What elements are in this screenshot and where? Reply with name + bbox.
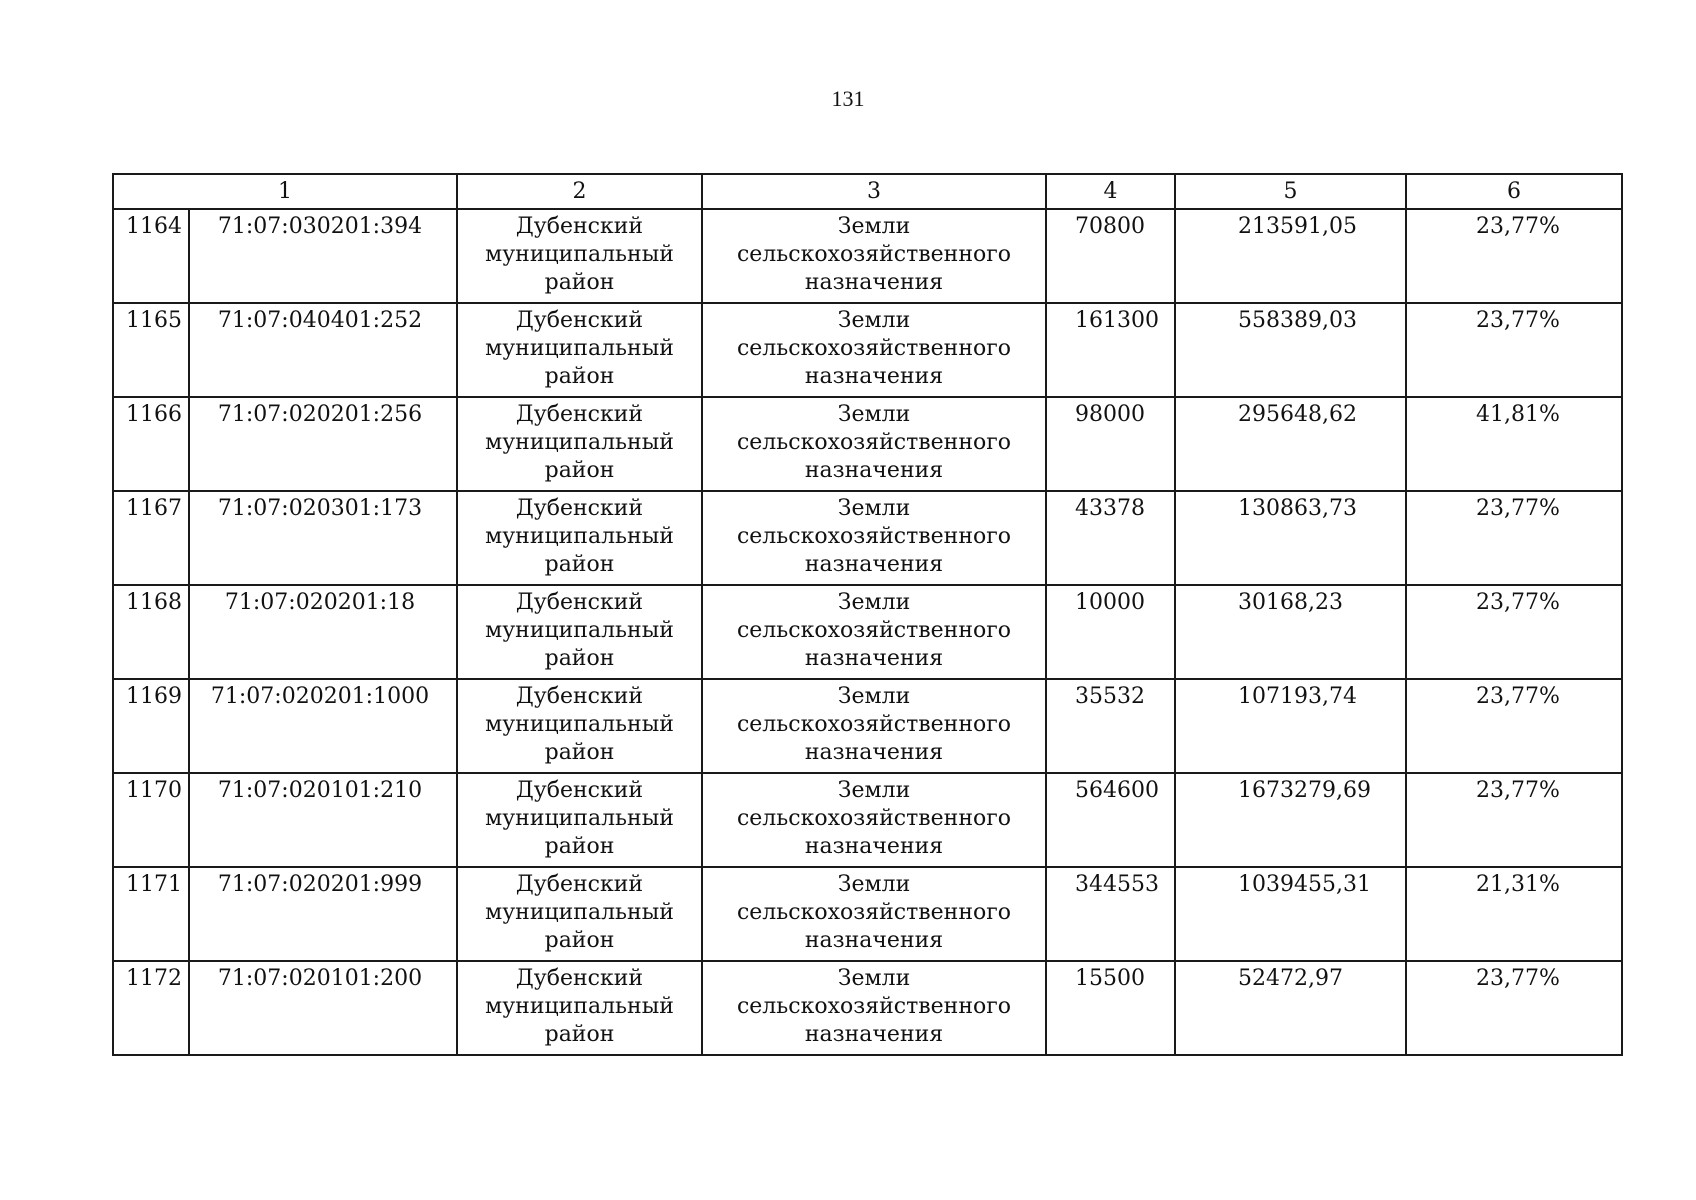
row-number-cell: 1166 bbox=[113, 397, 189, 491]
cadastral-value-cell: 30168,23 bbox=[1175, 585, 1406, 679]
district-cell: Дубенский муниципальный район bbox=[457, 961, 702, 1055]
land-category-cell: Земли сельскохозяйственного назначения bbox=[702, 773, 1046, 867]
land-category-cell: Земли сельскохозяйственного назначения bbox=[702, 961, 1046, 1055]
row-number-cell: 1167 bbox=[113, 491, 189, 585]
cadastral-value-cell: 558389,03 bbox=[1175, 303, 1406, 397]
rate-cell: 23,77% bbox=[1406, 209, 1622, 303]
row-number-cell: 1172 bbox=[113, 961, 189, 1055]
rate-cell: 41,81% bbox=[1406, 397, 1622, 491]
cadastral-value-cell: 107193,74 bbox=[1175, 679, 1406, 773]
row-number-cell: 1168 bbox=[113, 585, 189, 679]
row-number-cell: 1164 bbox=[113, 209, 189, 303]
cadastral-number-cell: 71:07:020201:1000 bbox=[189, 679, 457, 773]
cadastral-value-cell: 295648,62 bbox=[1175, 397, 1406, 491]
rate-cell: 23,77% bbox=[1406, 303, 1622, 397]
area-cell: 161300 bbox=[1046, 303, 1175, 397]
cadastral-number-cell: 71:07:040401:252 bbox=[189, 303, 457, 397]
table-row bbox=[113, 679, 1622, 773]
land-category-cell: Земли сельскохозяйственного назначения bbox=[702, 491, 1046, 585]
district-cell: Дубенский муниципальный район bbox=[457, 773, 702, 867]
land-category-cell: Земли сельскохозяйственного назначения bbox=[702, 585, 1046, 679]
page-number: 131 bbox=[831, 86, 865, 111]
table-row bbox=[113, 397, 1622, 491]
land-category-cell: Земли сельскохозяйственного назначения bbox=[702, 303, 1046, 397]
area-cell: 15500 bbox=[1046, 961, 1175, 1055]
rate-cell: 23,77% bbox=[1406, 961, 1622, 1055]
rate-cell: 23,77% bbox=[1406, 585, 1622, 679]
area-cell: 344553 bbox=[1046, 867, 1175, 961]
rate-cell: 23,77% bbox=[1406, 679, 1622, 773]
column-header-2: 2 bbox=[457, 174, 702, 209]
column-header-1: 1 bbox=[113, 174, 457, 209]
table-row bbox=[113, 303, 1622, 397]
land-category-cell: Земли сельскохозяйственного назначения bbox=[702, 397, 1046, 491]
district-cell: Дубенский муниципальный район bbox=[457, 397, 702, 491]
district-cell: Дубенский муниципальный район bbox=[457, 209, 702, 303]
table-row bbox=[113, 961, 1622, 1055]
district-cell: Дубенский муниципальный район bbox=[457, 585, 702, 679]
area-cell: 10000 bbox=[1046, 585, 1175, 679]
row-number-cell: 1165 bbox=[113, 303, 189, 397]
area-cell: 35532 bbox=[1046, 679, 1175, 773]
cadastral-number-cell: 71:07:020201:256 bbox=[189, 397, 457, 491]
cadastral-value-cell: 213591,05 bbox=[1175, 209, 1406, 303]
cadastral-value-cell: 1039455,31 bbox=[1175, 867, 1406, 961]
rate-cell: 23,77% bbox=[1406, 491, 1622, 585]
table-body bbox=[113, 209, 1622, 1055]
area-cell: 70800 bbox=[1046, 209, 1175, 303]
land-category-cell: Земли сельскохозяйственного назначения bbox=[702, 679, 1046, 773]
table-row bbox=[113, 773, 1622, 867]
land-category-cell: Земли сельскохозяйственного назначения bbox=[702, 867, 1046, 961]
rate-cell: 21,31% bbox=[1406, 867, 1622, 961]
district-cell: Дубенский муниципальный район bbox=[457, 679, 702, 773]
column-header-3: 3 bbox=[702, 174, 1046, 209]
cadastral-number-cell: 71:07:020101:200 bbox=[189, 961, 457, 1055]
land-category-cell: Земли сельскохозяйственного назначения bbox=[702, 209, 1046, 303]
column-header-4: 4 bbox=[1046, 174, 1175, 209]
district-cell: Дубенский муниципальный район bbox=[457, 867, 702, 961]
area-cell: 98000 bbox=[1046, 397, 1175, 491]
table-row bbox=[113, 585, 1622, 679]
row-number-cell: 1169 bbox=[113, 679, 189, 773]
cadastral-value-cell: 52472,97 bbox=[1175, 961, 1406, 1055]
table-row bbox=[113, 867, 1622, 961]
area-cell: 43378 bbox=[1046, 491, 1175, 585]
cadastral-number-cell: 71:07:020101:210 bbox=[189, 773, 457, 867]
cadastral-value-cell: 130863,73 bbox=[1175, 491, 1406, 585]
rate-cell: 23,77% bbox=[1406, 773, 1622, 867]
row-number-cell: 1171 bbox=[113, 867, 189, 961]
cadastral-number-cell: 71:07:020201:999 bbox=[189, 867, 457, 961]
table-header-row bbox=[113, 174, 1622, 209]
land-plots-table bbox=[112, 173, 1623, 1056]
cadastral-number-cell: 71:07:020201:18 bbox=[189, 585, 457, 679]
district-cell: Дубенский муниципальный район bbox=[457, 491, 702, 585]
table-row bbox=[113, 491, 1622, 585]
row-number-cell: 1170 bbox=[113, 773, 189, 867]
table-row bbox=[113, 209, 1622, 303]
cadastral-value-cell: 1673279,69 bbox=[1175, 773, 1406, 867]
column-header-5: 5 bbox=[1175, 174, 1406, 209]
district-cell: Дубенский муниципальный район bbox=[457, 303, 702, 397]
area-cell: 564600 bbox=[1046, 773, 1175, 867]
column-header-6: 6 bbox=[1406, 174, 1622, 209]
cadastral-number-cell: 71:07:030201:394 bbox=[189, 209, 457, 303]
cadastral-number-cell: 71:07:020301:173 bbox=[189, 491, 457, 585]
